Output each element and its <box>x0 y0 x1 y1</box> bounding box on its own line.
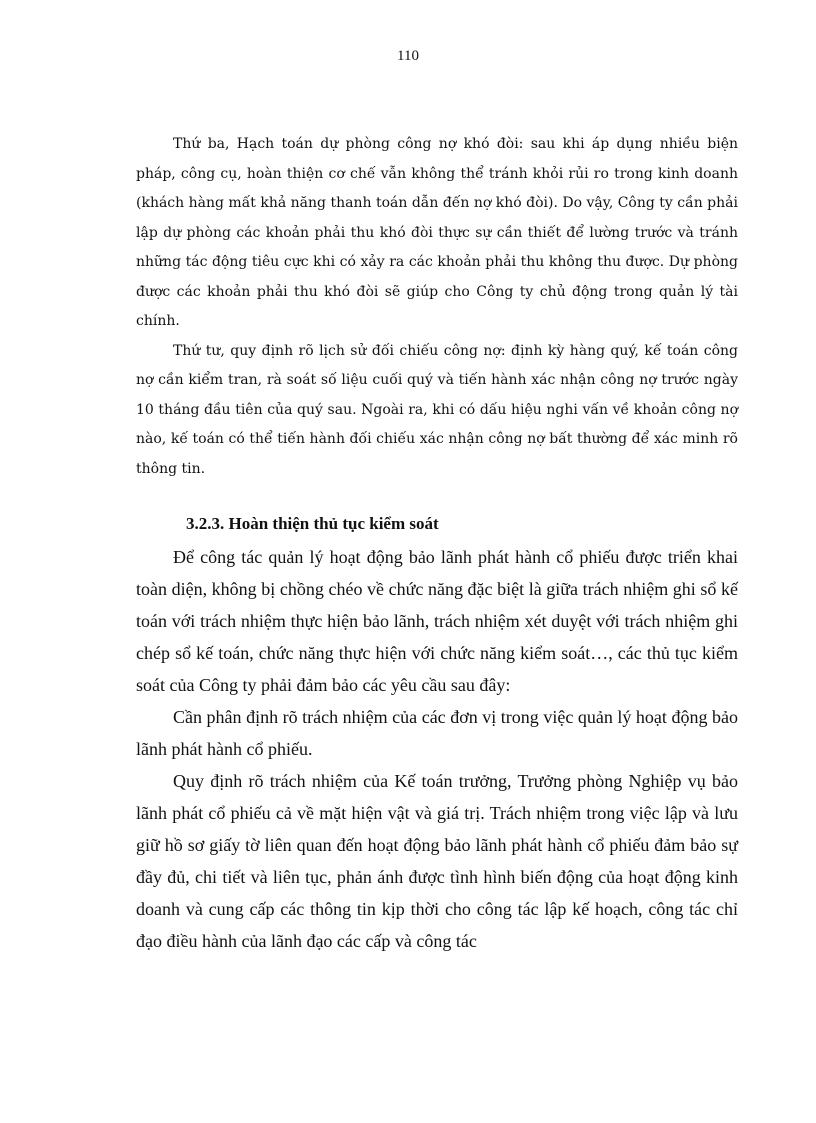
paragraph-control-intro: Để công tác quản lý hoạt động bảo lãnh phát hành cổ phiếu được triển khai toàn diện, không bị chồng chéo về chức năng đặc biệt là giữa trách nhiệm ghi sổ kế toán với trách nhiệm thực hiện bảo lãnh, trách nhiệm xét duyệt với trách nhiệm ghi chép sổ kế toán, chức năng thực hiện với chức năng kiểm soát…, các thủ tục kiểm soát của Công ty phải đảm bảo các yêu cầu sau đây: <box>136 547 738 695</box>
page-number: 110 <box>397 48 419 64</box>
paragraph-responsibility-division: Cần phân định rõ trách nhiệm của các đơn vị trong việc quản lý hoạt động bảo lãnh phát hành cổ phiếu. <box>136 707 738 759</box>
section-heading: 3.2.3. Hoàn thiện thủ tục kiểm soát <box>186 514 439 533</box>
paragraph-bad-debt-provision: Thứ ba, Hạch toán dự phòng công nợ khó đòi: sau khi áp dụng nhiều biện pháp, công cụ, hoàn thiện cơ chế vẫn không thể tránh khỏi rủi ro trong kinh doanh (khách hàng mất khả năng thanh toán dẫn đến nợ khó đòi). Do vậy, Công ty cần phải lập dự phòng các khoản phải thu khó đòi thực sự cần thiết để lường trước và tránh những tác động tiêu cực khi có xảy ra các khoản phải thu không thu được. Dự phòng được các khoản phải thu khó đòi sẽ giúp cho Công ty chủ động trong quản lý tài chính. <box>136 136 738 329</box>
text-block-provisions <box>136 130 738 484</box>
paragraph-debt-reconciliation: Thứ tư, quy định rõ lịch sử đối chiếu công nợ: định kỳ hàng quý, kế toán công nợ cần kiểm tran, rà soát số liệu cuối quý và tiến hành xác nhận công nợ trước ngày 10 tháng đầu tiên của quý sau. Ngoài ra, khi có dấu hiệu nghi vấn về khoản công nợ nào, kế toán có thể tiến hành đối chiếu xác nhận công nợ bất thường để xác minh rõ thông tin. <box>136 342 738 477</box>
paragraph-chief-accountant-duties: Quy định rõ trách nhiệm của Kế toán trưởng, Trưởng phòng Nghiệp vụ bảo lãnh phát cổ phiếu cả về mặt hiện vật và giá trị. Trách nhiệm trong việc lập và lưu giữ hồ sơ giấy tờ liên quan đến hoạt động bảo lãnh phát hành cổ phiếu đảm bảo sự đầy đủ, chi tiết và liên tục, phản ánh được tình hình biến động của hoạt động kinh doanh và cung cấp các thông tin kịp thời cho công tác lập kế hoạch, công tác chỉ đạo điều hành của lãnh đạo các cấp và công tác <box>136 771 738 951</box>
text-block-control-procedures <box>136 541 738 957</box>
